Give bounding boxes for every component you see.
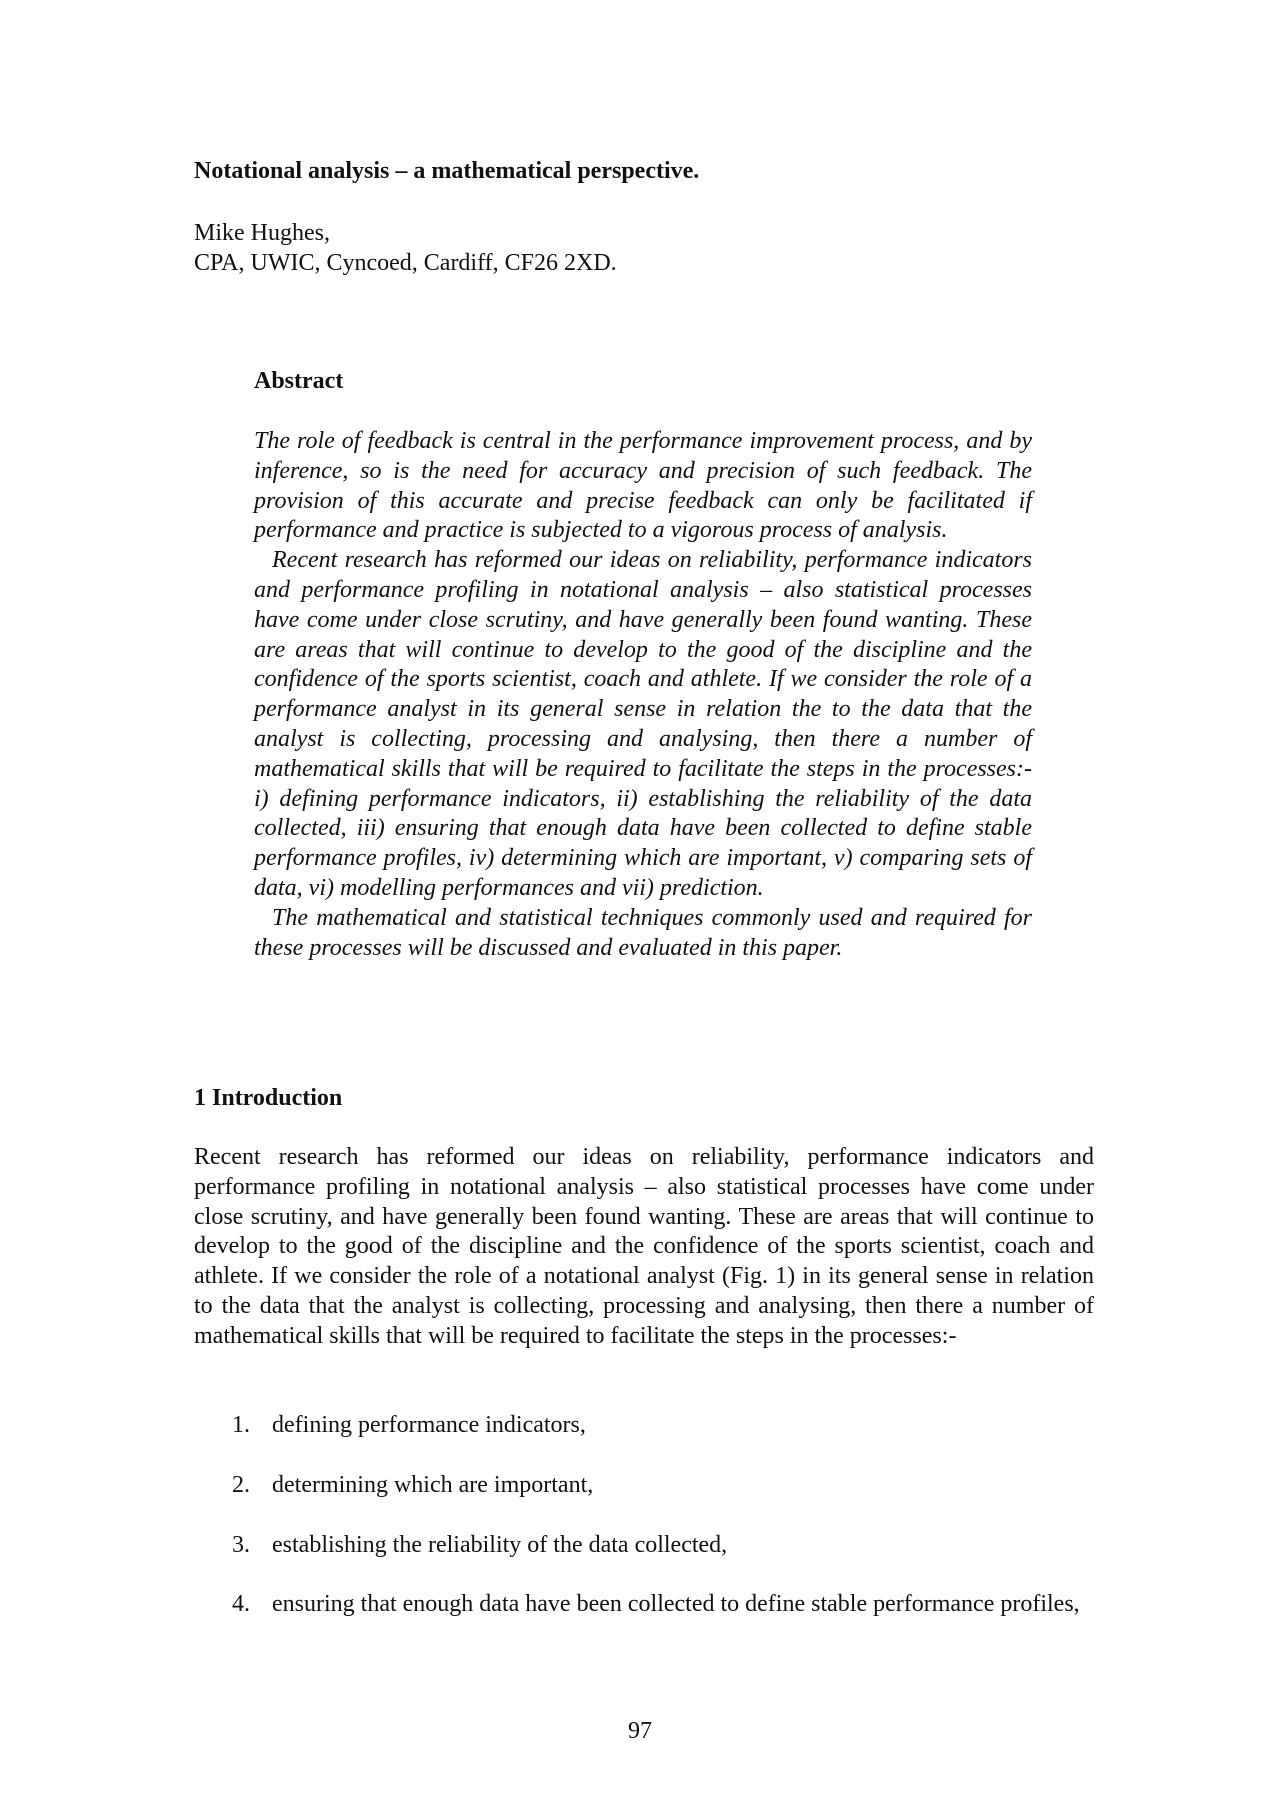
abstract-paragraph: The role of feedback is central in the performance improvement process, and by inference, so is the need for accuracy and precision of such feedback. The provision of this accurate and precise feedback can only be facilitated if performance and practice is subjected to a vigorous process of analysis. [254, 428, 1032, 544]
list-item [194, 1411, 1094, 1441]
author-block [194, 218, 617, 278]
list-item-number: 2. [232, 1471, 250, 1498]
list-item [194, 1531, 1094, 1561]
list-item [194, 1471, 1094, 1501]
list-item-text: defining performance indicators, [272, 1412, 586, 1438]
abstract-body [254, 427, 1032, 963]
abstract-paragraph: The mathematical and statistical techniques commonly used and required for these processes will be discussed and evaluated in this paper. [254, 904, 1032, 961]
process-steps-list [194, 1411, 1094, 1650]
author-affiliation: CPA, UWIC, Cyncoed, Cardiff, CF26 2XD. [194, 250, 617, 276]
section-heading-introduction: 1 Introduction [194, 1085, 343, 1111]
list-item-text: establishing the reliability of the data collected, [272, 1531, 728, 1558]
introduction-paragraph: Recent research has reformed our ideas on reliability, performance indicators and performance profiling in notational analysis – also statistical processes have come under close scrutiny, and have generally been found wanting. These are areas that will continue to develop to the good of the discipline and the confidence of the sports scientist, coach and athlete. If we consider the role of a notational analyst (Fig. 1) in its general sense in relation to the data that the analyst is collecting, processing and analysing, then there a number of mathematical skills that will be required to facilitate the steps in the processes:- [194, 1144, 1094, 1349]
author-name: Mike Hughes, [194, 220, 330, 246]
list-item-number: 4. [232, 1591, 250, 1618]
list-item-text: ensuring that enough data have been collected to define stable performance profiles, [272, 1591, 1080, 1618]
paper-title: Notational analysis – a mathematical perspective. [194, 158, 700, 184]
page-number: 97 [628, 1718, 652, 1744]
list-item-number: 1. [232, 1412, 250, 1438]
list-item-number: 3. [232, 1531, 250, 1558]
abstract-paragraph: Recent research has reformed our ideas on reliability, performance indicators and performance profiling in notational analysis – also statistical processes have come under close scrutiny, and have generally been found wanting. These are areas that will continue to develop to the good of the discipline and the confidence of the sports scientist, coach and athlete. If we consider the role of a performance analyst in its general sense in relation the to the data that the analyst is collecting, processing and analysing, then there a number of mathematical skills that will be required to facilitate the steps in the processes:- i) defining performance indicators, ii) establishing the reliability of the data collected, iii) ensuring that enough data have been collected to define stable performance profiles, iv) determining which are important, v) comparing sets of data, vi) modelling performances and vii) prediction. [254, 547, 1032, 901]
list-item-text: determining which are important, [272, 1471, 594, 1498]
abstract-heading: Abstract [254, 368, 344, 394]
list-item [194, 1590, 1094, 1620]
